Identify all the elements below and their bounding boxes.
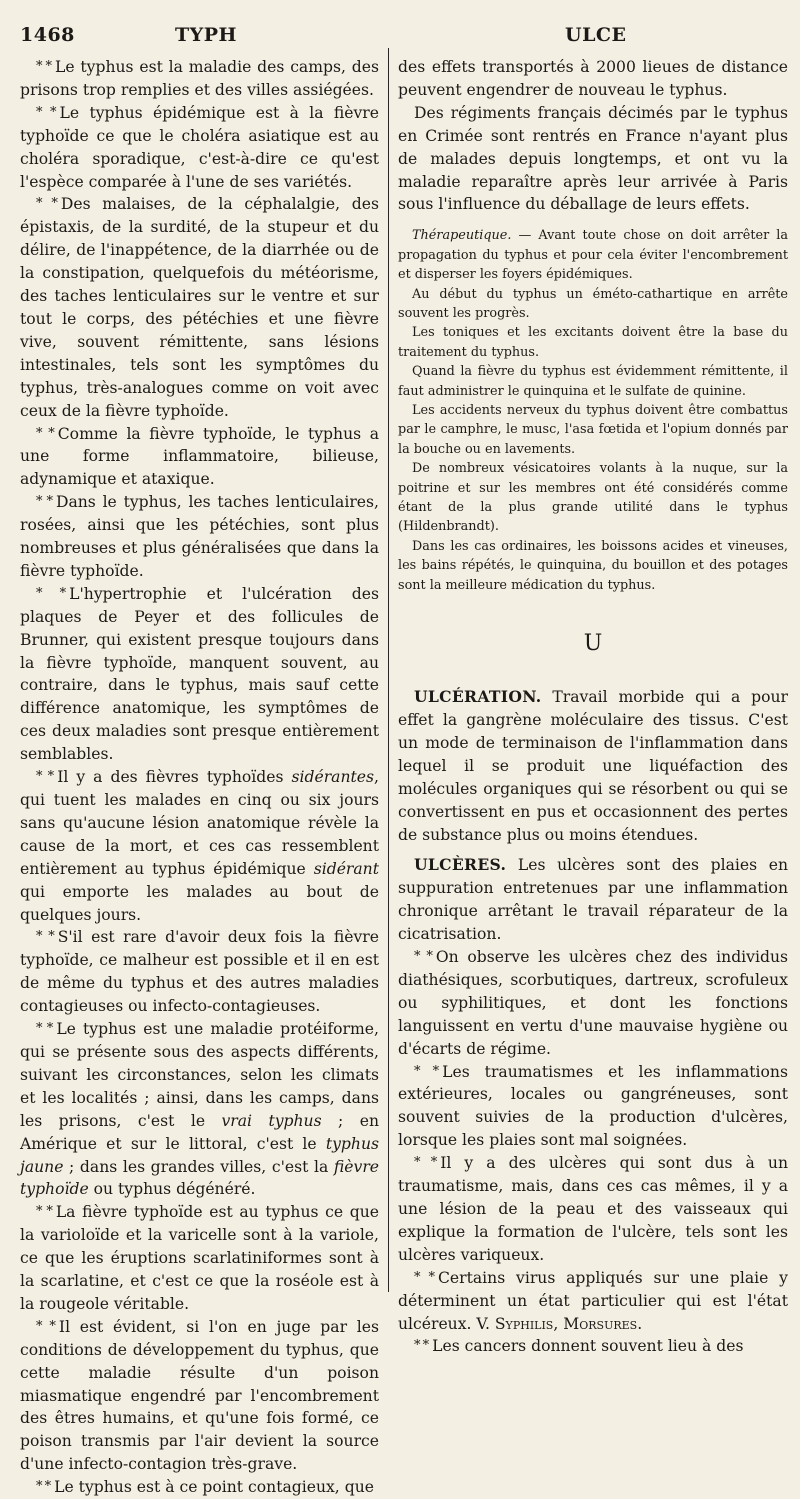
asterism: * *	[414, 1338, 429, 1354]
paragraph: * * Des malaises, de la céphalalgie, des épistaxis, de la surdité, de la stupeur et du délire, de l'inappétence, de la diarrhée ou de la constipation, quelquefois du météorisme, des taches lenticulaires sur le ventre et sur tout le corps, des pétéchies et une fièvre vive, souvent rémittente, sans lésions intestinales, tels sont les symptômes du typhus, très-analogues comme on voit avec ceux de la fièvre typhoïde.	[20, 195, 380, 420]
ulceres-entry: ULCÈRES. Les ulcères sont des plaies en suppuration entretenues par une inflammation chronique arrêtant le travail réparateur de la cicatrisation.	[398, 855, 788, 944]
paragraph: Au début du typhus un éméto-cathartique en arrête souvent les progrès.	[398, 286, 788, 321]
paragraph: Quand la fièvre du typhus est évidemment rémittente, il faut administrer le quinquina et le sulfate de quinine.	[398, 364, 788, 399]
paragraph: Les toniques et les excitants doivent être la base du traitement du typhus.	[398, 325, 788, 360]
asterism: * *	[414, 1063, 439, 1079]
paragraph-continued: des effets transportés à 2000 lieues de distance peuvent engendrer de nouveau le typhus.	[398, 58, 788, 99]
left-column	[20, 56, 388, 1497]
spacer	[398, 216, 788, 226]
asterism: * *	[36, 1318, 55, 1334]
asterism: * *	[36, 104, 56, 120]
paragraph: * * Il est évident, si l'on en juge par les conditions de développement du typhus, que cette maladie résulte d'un poison miasmatique engendré par l'encombrement des êtres humains, et qu'une fois formé, ce poison transmis par l'air devient la source d'une infecto-contagion très-grave.	[20, 1317, 379, 1474]
paragraph: * * Dans le typhus, les taches lenticulaires, rosées, ainsi que les pétéchies, sont plus nombreuses et plus généralisées que dans la fièvre typhoïde.	[20, 493, 379, 580]
paragraph: * * Le typhus est la maladie des camps, des prisons trop remplies et des villes assiégées.	[20, 58, 379, 99]
right-running-head: ULCE	[565, 24, 627, 46]
asterism: * *	[36, 929, 54, 945]
asterism: * *	[36, 196, 57, 212]
paragraph: * * L'hypertrophie et l'ulcération des plaques de Peyer et des follicules de Brunner, qui existent presque toujours dans la fièvre typhoïde, manquent souvent, au contraire, dans le typhus, mais sauf cette différence anatomique, les symptômes de ces deux maladies sont presque entièrement semblables.	[20, 584, 379, 764]
paragraph: * * La fièvre typhoïde est au typhus ce que la varioloïde et la varicelle sont à la variole, ce que les éruptions scarlatiniformes sont à la scarlatine, et c'est ce que la roséole est à la rougeole véritable.	[20, 1203, 379, 1313]
paragraph: * * Comme la fièvre typhoïde, le typhus a une forme inflammatoire, bilieuse, adynamique et ataxique.	[20, 424, 379, 489]
running-header	[20, 20, 788, 56]
asterism: * *	[36, 425, 54, 441]
page-number: 1468	[20, 24, 75, 46]
paragraph: Dans les cas ordinaires, les boissons acides et vineuses, les bains répétés, le quinquina, du bouillon et des potages sont la meilleure médication du typhus.	[398, 538, 788, 593]
paragraph: Des régiments français décimés par le typhus en Crimée sont rentrés en France n'ayant plus de malades depuis longtemps, et ont vu la maladie reparaître après leur arrivée à Paris sous l'influence du déballage de leurs effets.	[398, 103, 788, 214]
paragraph: * * Le typhus épidémique est à la fièvre typhoïde ce que le choléra asiatique est au choléra sporadique, c'est-à-dire ce qu'est l'espèce comparée à l'une de ses variétés.	[20, 103, 379, 191]
paragraph: * * Le typhus est à ce point contagieux, que	[36, 1478, 374, 1497]
headword: ULCÈRES.	[414, 855, 507, 875]
paragraph: * * Il y a des fièvres typhoïdes sidérantes, qui tuent les malades en cinq ou six jours sans qu'aucune lésion anatomique révèle la cause de la mort, et ces cas ressemblent entièrement au typhus épidémique sidérant qui emporte les malades au bout de quelques jours.	[20, 768, 379, 924]
right-column	[389, 56, 788, 1356]
asterism: * *	[36, 585, 66, 601]
headword: ULCÉRATION.	[414, 687, 542, 707]
paragraph: * * Certains virus appliqués sur une plaie y déterminent un état particulier qui est l'état ulcéreux. V. Syphilis, Morsures.	[398, 1268, 788, 1333]
asterism: * *	[36, 1479, 51, 1495]
paragraph: * * On observe les ulcères chez des individus diathésiques, scorbutiques, dartreux, scrofuleux ou syphilitiques, et dont les fonctions languissent en vertu d'une mauvaise hygiène ou d'écarts de régime.	[398, 948, 788, 1058]
paragraph: * * S'il est rare d'avoir deux fois la fièvre typhoïde, ce malheur est possible et il en est de même du typhus et des autres maladies contagieuses ou infecto-contagieuses.	[20, 928, 379, 1016]
paragraph: De nombreux vésicatoires volants à la nuque, sur la poitrine et sur les membres ont été considérés comme étant de la plus grande utilité dans le typhus (Hildenbrandt).	[398, 461, 788, 535]
asterism: * *	[36, 1021, 53, 1037]
ulceration-entry: ULCÉRATION. Travail morbide qui a pour effet la gangrène moléculaire des tissus. C'est un mode de terminaison de l'inflammation dans lequel il se produit une liquéfaction des molécules organiques qui se résorbent ou qui se convertissent en pus et occasionnent des pertes de substance plus ou moins étendues.	[398, 687, 788, 844]
asterism: * *	[414, 1269, 434, 1285]
therapeutique-label: Thérapeutique.	[412, 228, 512, 244]
spacer	[398, 846, 788, 854]
asterism: * *	[36, 494, 52, 510]
left-running-head: TYPH	[175, 24, 237, 46]
paragraph: * * Le typhus est une maladie protéiforme, qui se présente sous des aspects différents, suivant les circonstances, selon les climats et les localités ; ainsi, dans les camps, dans les prisons, c'est le vrai typhus ; en Amérique et sur le littoral, c'est le typhus jaune ; dans les grandes villes, c'est la fièvre typhoïde ou typhus dégénéré.	[20, 1020, 379, 1199]
cross-reference: Syphilis	[494, 1314, 554, 1333]
paragraph: * * Les traumatismes et les inflammations extérieures, locales ou gangréneuses, sont souvent suivies de la production d'ulcères, lorsque les plaies sont mal soignées.	[398, 1062, 788, 1150]
two-column-body	[20, 56, 788, 1497]
paragraph: Les accidents nerveux du typhus doivent être combattus par le camphre, le musc, l'asa fœtida et l'opium donnés par la bouche ou en lavements.	[398, 403, 788, 457]
therapeutique-paragraph: Thérapeutique. — Avant toute chose on doit arrêter la propagation du typhus et pour cela éviter l'encombrement et disperser les foyers épidémiques.	[398, 228, 788, 283]
asterism: * *	[36, 1204, 52, 1220]
asterism: * *	[414, 949, 432, 965]
section-letter: U	[583, 631, 603, 657]
paragraph: * * Il y a des ulcères qui sont dus à un traumatisme, mais, dans ces cas mêmes, il y a une lésion de la peau et des vaisseaux qui explique la formation de l'ulcère, tels sont les ulcères variqueux.	[398, 1154, 788, 1264]
asterism: * *	[36, 59, 51, 74]
asterism: * *	[36, 769, 54, 785]
asterism: * *	[414, 1155, 437, 1171]
cross-reference: Morsures	[563, 1314, 638, 1333]
paragraph: * * Les cancers donnent souvent lieu à des	[414, 1337, 744, 1356]
